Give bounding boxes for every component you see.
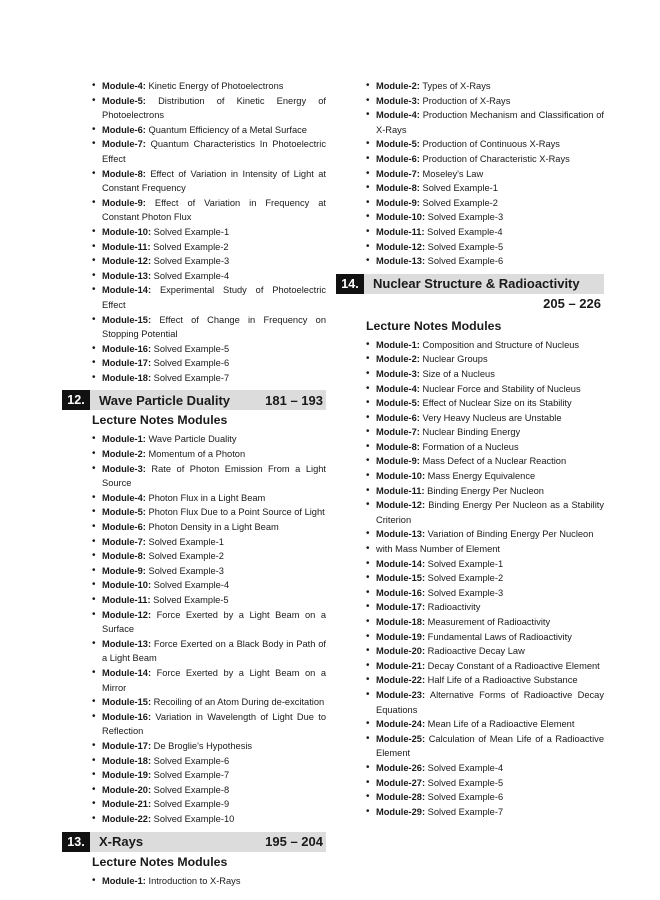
module-label: Module-15: bbox=[376, 573, 426, 584]
module-title: Measurement of Radioactivity bbox=[427, 617, 551, 627]
list-item bbox=[336, 137, 604, 152]
module-label: Module-8: bbox=[376, 441, 420, 452]
module-label: Module-12: bbox=[376, 241, 426, 252]
module-label: Module-19: bbox=[376, 631, 426, 642]
module-list bbox=[336, 338, 604, 820]
module-label: Module-3: bbox=[376, 368, 420, 379]
module-title: Production of X-Rays bbox=[422, 95, 511, 106]
module-title: Solved Example-3 bbox=[148, 565, 224, 576]
list-item bbox=[62, 94, 326, 123]
module-title: Quantum Efficiency of a Metal Surface bbox=[148, 124, 307, 135]
module-title: Radioactivity bbox=[427, 602, 481, 613]
module-label: Module-22: bbox=[102, 813, 152, 824]
module-label: Module-9: bbox=[376, 197, 420, 208]
list-item bbox=[336, 396, 604, 411]
module-label: Module-15: bbox=[102, 697, 152, 708]
module-title: Solved Example-10 bbox=[153, 813, 235, 824]
list-item bbox=[336, 352, 604, 367]
module-title: Very Heavy Nucleus are Unstable bbox=[422, 412, 562, 423]
module-title: Variation in Wavelength of Light Due to Reflection bbox=[102, 711, 326, 737]
module-title: Solved Example-7 bbox=[153, 372, 230, 383]
module-title: Solved Example-2 bbox=[422, 197, 498, 208]
module-label: Module-4: bbox=[102, 492, 146, 503]
module-label: Module-17: bbox=[102, 740, 152, 751]
list-item bbox=[336, 196, 604, 211]
list-item bbox=[62, 754, 326, 769]
module-label: Module-13: bbox=[102, 270, 152, 281]
section-subheading: Lecture Notes Modules bbox=[92, 854, 228, 869]
module-label: Module-18: bbox=[102, 372, 152, 383]
list-item bbox=[336, 152, 604, 167]
module-label: Module-7: bbox=[376, 168, 420, 179]
module-title: Nuclear Groups bbox=[422, 354, 488, 365]
module-title: Solved Example-9 bbox=[153, 799, 230, 810]
list-item bbox=[62, 447, 326, 462]
module-title: Moseley's Law bbox=[422, 168, 484, 179]
list-item bbox=[62, 356, 326, 371]
module-title: Mass Energy Equivalence bbox=[427, 471, 536, 482]
module-label: Module-11: bbox=[102, 241, 151, 252]
module-title: Solved Example-7 bbox=[153, 770, 230, 781]
list-item bbox=[336, 790, 604, 805]
list-item bbox=[62, 578, 326, 593]
list-item bbox=[336, 557, 604, 572]
module-label: Module-2: bbox=[376, 81, 420, 91]
list-item bbox=[62, 432, 326, 447]
module-title: Binding Energy Per Nucleon as a Stability Criterion bbox=[376, 500, 604, 525]
list-item bbox=[336, 732, 604, 761]
list-item bbox=[336, 108, 604, 137]
module-label: Module-6: bbox=[376, 153, 420, 164]
module-title: Calculation of Mean Life of a Radioactive Element bbox=[376, 733, 604, 759]
list-item bbox=[62, 254, 326, 269]
list-item bbox=[336, 210, 604, 225]
list-item bbox=[62, 874, 326, 889]
list-item bbox=[336, 411, 604, 426]
module-label: Module-13: bbox=[376, 256, 426, 267]
list-item bbox=[62, 123, 326, 138]
list-item bbox=[336, 761, 604, 776]
module-label: Module-12: bbox=[102, 609, 152, 620]
module-label: Module-5: bbox=[376, 139, 420, 150]
module-label: Module-24: bbox=[376, 719, 426, 730]
list-item bbox=[336, 805, 604, 820]
list-item bbox=[62, 739, 326, 754]
list-item bbox=[62, 564, 326, 579]
module-label: Module-12: bbox=[376, 500, 426, 511]
module-label: Module-7: bbox=[376, 427, 420, 438]
list-item bbox=[336, 717, 604, 732]
list-item bbox=[336, 615, 604, 630]
module-label: Module-28: bbox=[376, 792, 426, 803]
chapter-title: Nuclear Structure & Radioactivity bbox=[373, 276, 580, 292]
module-title: Wave Particle Duality bbox=[148, 434, 237, 445]
list-item bbox=[336, 167, 604, 182]
section-subheading: Lecture Notes Modules bbox=[92, 413, 228, 428]
module-label: Module-11: bbox=[102, 595, 151, 605]
list-item bbox=[62, 783, 326, 798]
module-title: Solved Example-3 bbox=[153, 256, 230, 267]
module-title: Solved Example-8 bbox=[153, 784, 230, 795]
list-item bbox=[62, 196, 326, 225]
module-title: Solved Example-4 bbox=[153, 270, 230, 281]
module-label: Module-10: bbox=[376, 212, 426, 223]
module-title: Quantum Characteristics In Photoelectric Effect bbox=[102, 139, 326, 164]
module-title: Solved Example-1 bbox=[422, 183, 498, 194]
left-column bbox=[62, 79, 326, 888]
module-title: Solved Example-5 bbox=[153, 343, 230, 354]
module-label: Module-29: bbox=[376, 806, 426, 817]
list-item bbox=[336, 382, 604, 397]
module-title: Nuclear Binding Energy bbox=[422, 427, 521, 438]
module-label: Module-26: bbox=[376, 762, 426, 773]
list-item bbox=[336, 79, 604, 94]
module-label: Module-6: bbox=[102, 522, 146, 533]
module-title: Kinetic Energy of Photoelectrons bbox=[148, 81, 284, 91]
chapter-title: X-Rays bbox=[99, 834, 144, 849]
chapter-number: 14. bbox=[336, 274, 364, 294]
module-label: Module-6: bbox=[376, 412, 420, 423]
module-title: Production Mechanism and Classification of X-Rays bbox=[376, 110, 604, 135]
module-title: Radioactive Decay Law bbox=[427, 646, 525, 657]
module-label: Module-11: bbox=[376, 485, 425, 496]
list-item bbox=[336, 454, 604, 469]
list-item bbox=[336, 469, 604, 484]
chapter-pages: 205 – 226 bbox=[543, 295, 601, 311]
module-label: Module-4: bbox=[102, 81, 146, 91]
module-title: Solved Example-7 bbox=[427, 806, 504, 817]
module-title: Production of Continuous X-Rays bbox=[422, 139, 560, 150]
module-label: Module-12: bbox=[102, 256, 152, 267]
list-item bbox=[336, 659, 604, 674]
section-subheading: Lecture Notes Modules bbox=[366, 318, 502, 333]
module-label: Module-16: bbox=[102, 711, 152, 722]
module-label: Module-1: bbox=[376, 339, 420, 350]
module-label: Module-22: bbox=[376, 675, 426, 686]
module-label: Module-8: bbox=[102, 168, 146, 179]
module-label: Module-19: bbox=[102, 770, 152, 781]
module-label: Module-27: bbox=[376, 777, 426, 788]
list-item bbox=[336, 254, 604, 269]
module-label: Module-10: bbox=[102, 226, 152, 237]
module-title: Force Exerted on a Black Body in Path of a Light Beam bbox=[102, 638, 326, 664]
module-title: Photon Density in a Light Beam bbox=[148, 522, 279, 533]
module-list bbox=[62, 432, 326, 826]
module-label: Module-14: bbox=[102, 285, 152, 296]
list-item bbox=[336, 673, 604, 688]
list-item bbox=[62, 313, 326, 342]
module-title: Nuclear Force and Stability of Nucleus bbox=[422, 383, 581, 394]
module-list bbox=[62, 79, 326, 385]
module-title: Solved Example-2 bbox=[153, 241, 229, 252]
module-label: Module-14: bbox=[102, 667, 152, 678]
list-item bbox=[336, 542, 604, 557]
module-label: Module-20: bbox=[376, 646, 426, 657]
module-label: Module-7: bbox=[102, 536, 146, 547]
module-title: Solved Example-1 bbox=[148, 536, 224, 547]
module-title: Binding Energy Per Nucleon bbox=[427, 485, 544, 496]
module-label: Module-16: bbox=[376, 587, 426, 598]
module-title: Effect of Nuclear Size on its Stability bbox=[422, 398, 572, 409]
list-item bbox=[62, 695, 326, 710]
module-label: Module-13: bbox=[376, 529, 426, 540]
module-title: Decay Constant of a Radioactive Element bbox=[427, 660, 600, 671]
list-item bbox=[62, 505, 326, 520]
module-label: Module-5: bbox=[102, 507, 146, 518]
list-item bbox=[62, 797, 326, 812]
list-item bbox=[336, 630, 604, 645]
list-item bbox=[62, 225, 326, 240]
chapter-pages: 181 – 193 bbox=[265, 392, 323, 408]
list-item bbox=[62, 710, 326, 739]
module-label: Module-10: bbox=[376, 471, 426, 482]
module-list bbox=[62, 874, 326, 889]
list-item bbox=[62, 549, 326, 564]
module-label: Module-2: bbox=[102, 449, 146, 460]
list-item bbox=[336, 586, 604, 601]
list-item bbox=[62, 608, 326, 637]
module-label: Module-18: bbox=[102, 755, 152, 766]
module-label: Module-14: bbox=[376, 558, 426, 569]
module-label: Module-6: bbox=[102, 124, 146, 135]
module-label: Module-17: bbox=[376, 602, 426, 613]
module-title: Recoiling of an Atom During de-excitation bbox=[153, 697, 325, 708]
list-item bbox=[336, 527, 604, 542]
module-title: Photon Flux in a Light Beam bbox=[148, 492, 266, 503]
module-title: Solved Example-5 bbox=[427, 241, 504, 252]
module-label: Module-17: bbox=[102, 358, 152, 369]
module-title: Effect of Variation in Frequency at Constant Photon Flux bbox=[102, 197, 326, 223]
chapter-12-header bbox=[62, 390, 326, 410]
list-item bbox=[62, 593, 326, 608]
list-item bbox=[62, 371, 326, 386]
module-title: Solved Example-6 bbox=[427, 792, 504, 803]
module-label: Module-20: bbox=[102, 784, 152, 795]
module-title: Force Exerted by a Light Beam on a Mirror bbox=[102, 667, 326, 693]
chapter-14-header bbox=[336, 274, 604, 294]
list-item bbox=[336, 644, 604, 659]
list-item bbox=[336, 94, 604, 109]
module-label: Module-8: bbox=[376, 183, 420, 194]
module-title: Force Exerted by a Light Beam on a Surface bbox=[102, 609, 326, 635]
module-label: Module-1: bbox=[102, 434, 146, 445]
list-item bbox=[62, 167, 326, 196]
module-label: Module-9: bbox=[376, 456, 420, 467]
module-label: Module-13: bbox=[102, 638, 152, 649]
module-title: Variation of Binding Energy Per Nucleon bbox=[427, 529, 594, 540]
list-item bbox=[62, 240, 326, 255]
module-title: Solved Example-5 bbox=[153, 595, 229, 605]
list-item bbox=[336, 688, 604, 717]
list-item bbox=[62, 137, 326, 166]
module-title: Solved Example-5 bbox=[427, 777, 504, 788]
module-label: Module-23: bbox=[376, 689, 426, 700]
module-title: Fundamental Laws of Radioactivity bbox=[427, 631, 572, 642]
list-item bbox=[62, 535, 326, 550]
module-title: Mass Defect of a Nuclear Reaction bbox=[422, 456, 567, 467]
module-label: Module-7: bbox=[102, 139, 146, 150]
module-label: Module-25: bbox=[376, 733, 426, 744]
module-label: Module-4: bbox=[376, 383, 420, 394]
list-item bbox=[62, 342, 326, 357]
module-label: Module-15: bbox=[102, 314, 152, 325]
module-title: Size of a Nucleus bbox=[422, 368, 495, 379]
chapter-13-header bbox=[62, 832, 326, 852]
module-title: with Mass Number of Element bbox=[376, 544, 501, 555]
module-title: Experimental Study of Photoelectric Effect bbox=[102, 285, 326, 310]
list-item bbox=[62, 768, 326, 783]
list-item bbox=[336, 776, 604, 791]
module-label: Module-21: bbox=[376, 660, 426, 671]
list-item bbox=[336, 225, 604, 240]
module-label: Module-10: bbox=[102, 580, 152, 591]
list-item bbox=[62, 462, 326, 491]
module-label: Module-9: bbox=[102, 197, 146, 208]
list-item bbox=[62, 79, 326, 94]
list-item bbox=[62, 491, 326, 506]
module-title: Momentum of a Photon bbox=[148, 449, 246, 460]
module-title: Solved Example-3 bbox=[427, 212, 504, 223]
list-item bbox=[62, 283, 326, 312]
chapter-number: 13. bbox=[62, 832, 90, 852]
module-title: Mean Life of a Radioactive Element bbox=[427, 719, 575, 730]
module-label: Module-4: bbox=[376, 110, 420, 121]
list-item bbox=[336, 571, 604, 586]
list-item bbox=[62, 637, 326, 666]
list-item bbox=[62, 520, 326, 535]
module-label: Module-5: bbox=[376, 398, 420, 409]
list-item bbox=[62, 269, 326, 284]
module-label: Module-3: bbox=[102, 463, 146, 474]
module-label: Module-16: bbox=[102, 343, 152, 354]
module-title: Solved Example-6 bbox=[153, 358, 230, 369]
module-title: Types of X-Rays bbox=[422, 81, 491, 91]
module-title: Alternative Forms of Radioactive Decay Equations bbox=[376, 689, 605, 715]
module-title: Solved Example-2 bbox=[427, 573, 504, 584]
module-title: Solved Example-2 bbox=[148, 551, 224, 562]
module-list bbox=[336, 79, 604, 269]
module-title: Production of Characteristic X-Rays bbox=[422, 153, 570, 164]
module-title: Effect of Change in Frequency on Stopping Potential bbox=[102, 314, 326, 340]
module-title: Solved Example-4 bbox=[153, 580, 230, 591]
module-label: Module-9: bbox=[102, 565, 146, 576]
module-title: Solved Example-3 bbox=[427, 587, 504, 598]
module-title: Solved Example-1 bbox=[427, 558, 504, 569]
module-label: Module-1: bbox=[102, 875, 146, 886]
list-item bbox=[336, 425, 604, 440]
chapter-pages: 195 – 204 bbox=[265, 834, 323, 849]
chapter-title: Wave Particle Duality bbox=[99, 392, 231, 408]
module-label: Module-21: bbox=[102, 799, 152, 810]
module-title: Photon Flux Due to a Point Source of Light bbox=[148, 507, 325, 518]
module-title: Effect of Variation in Intensity of Light at Constant Frequency bbox=[102, 168, 326, 194]
module-label: Module-3: bbox=[376, 95, 420, 106]
list-item bbox=[336, 367, 604, 382]
module-title: Solved Example-4 bbox=[427, 226, 503, 237]
right-column bbox=[336, 79, 604, 819]
module-title: Introduction to X-Rays bbox=[148, 875, 241, 886]
list-item bbox=[62, 812, 326, 827]
module-title: Distribution of Kinetic Energy of Photoelectrons bbox=[102, 95, 327, 121]
module-label: Module-8: bbox=[102, 551, 146, 562]
list-item bbox=[62, 666, 326, 695]
module-title: Composition and Structure of Nucleus bbox=[422, 339, 580, 350]
module-title: Formation of a Nucleus bbox=[422, 441, 519, 452]
module-title: Rate of Photon Emission From a Light Source bbox=[102, 463, 326, 489]
list-item bbox=[336, 181, 604, 196]
module-title: Solved Example-6 bbox=[427, 256, 504, 267]
list-item bbox=[336, 240, 604, 255]
module-label: Module-11: bbox=[376, 226, 425, 237]
module-title: Solved Example-6 bbox=[153, 755, 230, 766]
module-title: Solved Example-4 bbox=[427, 762, 504, 773]
module-label: Module-2: bbox=[376, 354, 420, 365]
list-item bbox=[336, 600, 604, 615]
list-item bbox=[336, 338, 604, 353]
module-title: Half Life of a Radioactive Substance bbox=[427, 675, 578, 686]
module-label: Module-5: bbox=[102, 95, 146, 106]
list-item bbox=[336, 498, 604, 527]
list-item bbox=[336, 440, 604, 455]
list-item bbox=[336, 484, 604, 499]
module-label: Module-18: bbox=[376, 617, 426, 627]
module-title: Solved Example-1 bbox=[153, 226, 230, 237]
module-title: De Broglie's Hypothesis bbox=[153, 740, 253, 751]
chapter-number: 12. bbox=[62, 390, 90, 410]
